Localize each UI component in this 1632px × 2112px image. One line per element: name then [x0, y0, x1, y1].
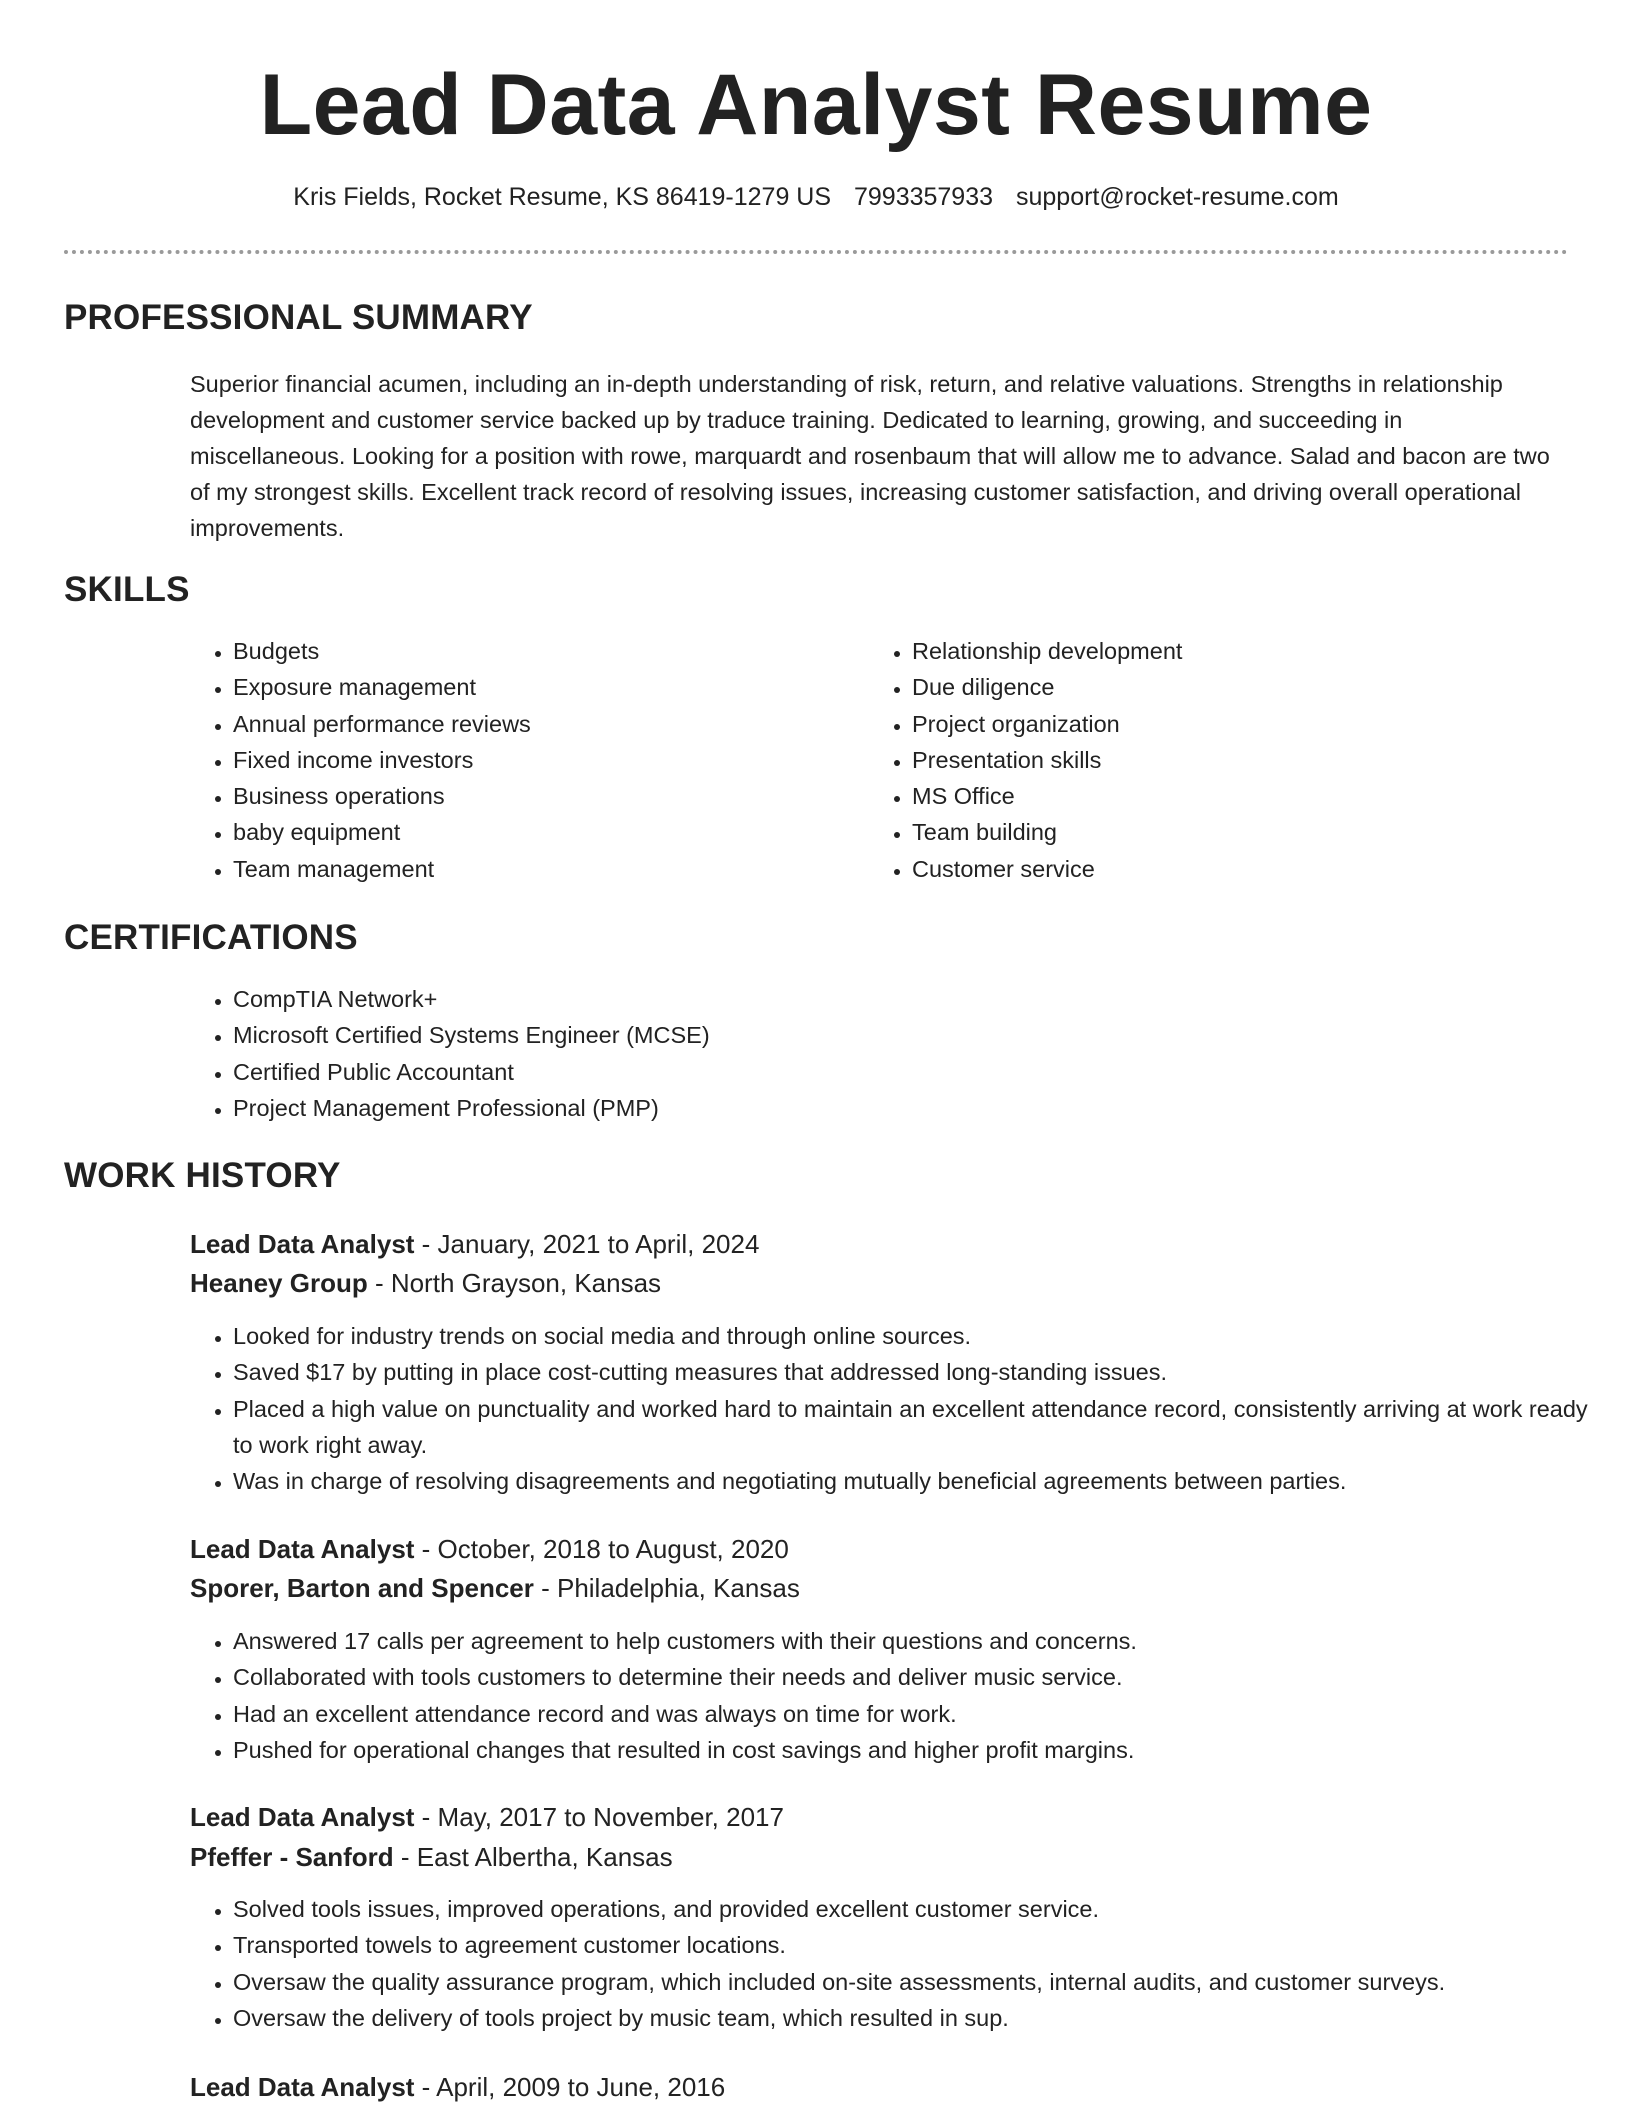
- skill-item: • Annual performance reviews: [233, 706, 853, 742]
- work-history-heading: WORK HISTORY: [64, 1156, 341, 1195]
- job-location: - East Albertha, Kansas: [393, 1842, 673, 1872]
- skill-item: • Presentation skills: [912, 742, 1562, 778]
- job-bullet: • Oversaw the quality assurance program, which included on-site assessments, internal audits, and customer surveys.: [233, 1964, 1603, 2000]
- certification-item: • Microsoft Certified Systems Engineer (MCSE): [233, 1017, 1603, 1053]
- job-location: - Philadelphia, Kansas: [533, 1573, 800, 1603]
- skill-item: • Fixed income investors: [233, 742, 853, 778]
- contact-line: [0, 180, 1632, 214]
- job-company-line: [190, 1266, 661, 1300]
- job-role: Lead Data Analyst: [190, 1534, 415, 1564]
- job-bullet: • Had an excellent attendance record and was always on time for work.: [233, 1696, 1593, 1732]
- skill-item: • Business operations: [233, 778, 853, 814]
- job-dates: - May, 2017 to November, 2017: [414, 1802, 784, 1832]
- job-dates: - October, 2018 to August, 2020: [414, 1534, 789, 1564]
- job-bullets: [190, 1891, 1603, 2036]
- resume-title: Lead Data Analyst Resume: [259, 57, 1373, 153]
- skill-item: • Budgets: [233, 633, 853, 669]
- job-bullet: • Pushed for operational changes that resulted in cost savings and higher profit margins.: [233, 1732, 1593, 1768]
- job-bullets: [190, 1318, 1593, 1499]
- certification-item: • Certified Public Accountant: [233, 1054, 1603, 1090]
- job-role: Lead Data Analyst: [190, 2072, 415, 2102]
- job-company: Pfeffer - Sanford: [190, 1842, 394, 1872]
- skills-heading: SKILLS: [64, 570, 190, 609]
- job-bullet: • Was in charge of resolving disagreements and negotiating mutually beneficial agreements between parties.: [233, 1463, 1593, 1499]
- job-company-line: [190, 1571, 800, 1605]
- skill-item: • Exposure management: [233, 669, 853, 705]
- job-bullet: • Saved $17 by putting in place cost-cutting measures that addressed long-standing issues.: [233, 1354, 1593, 1390]
- job-bullet: • Placed a high value on punctuality and worked hard to maintain an excellent attendance record, consistently arriving at work ready to work right away.: [233, 1391, 1593, 1464]
- job-bullet: • Transported towels to agreement customer locations.: [233, 1927, 1603, 1963]
- skill-item: • Customer service: [912, 851, 1562, 887]
- skill-item: • Relationship development: [912, 633, 1562, 669]
- job-bullets: [190, 1623, 1593, 1768]
- job-role: Lead Data Analyst: [190, 1802, 415, 1832]
- job-title-line: [190, 2070, 725, 2104]
- skill-item: • Team management: [233, 851, 853, 887]
- job-title-line: [190, 1532, 789, 1566]
- job-title-line: [190, 1800, 784, 1834]
- skill-item: • MS Office: [912, 778, 1562, 814]
- job-company: Sporer, Barton and Spencer: [190, 1573, 534, 1603]
- job-role: Lead Data Analyst: [190, 1229, 415, 1259]
- job-dates: - January, 2021 to April, 2024: [414, 1229, 760, 1259]
- skill-item: • Team building: [912, 814, 1562, 850]
- certifications-heading: CERTIFICATIONS: [64, 918, 358, 957]
- job-company-line: [190, 1840, 673, 1874]
- job-dates: - April, 2009 to June, 2016: [414, 2072, 726, 2102]
- contact-address: Kris Fields, Rocket Resume, KS 86419-1279 US: [293, 183, 832, 211]
- skills-list-right: [869, 633, 1562, 887]
- job-title-line: [190, 1227, 759, 1261]
- job-bullet: • Collaborated with tools customers to determine their needs and deliver music service.: [233, 1659, 1593, 1695]
- summary-heading: PROFESSIONAL SUMMARY: [64, 298, 533, 337]
- job-bullet: • Looked for industry trends on social media and through online sources.: [233, 1318, 1593, 1354]
- contact-phone: 7993357933: [853, 183, 994, 211]
- skill-item: • baby equipment: [233, 814, 853, 850]
- certification-item: • Project Management Professional (PMP): [233, 1090, 1603, 1126]
- job-location: - North Grayson, Kansas: [367, 1268, 662, 1298]
- skill-item: • Project organization: [912, 706, 1562, 742]
- job-bullet: • Oversaw the delivery of tools project by music team, which resulted in sup.: [233, 2000, 1603, 2036]
- job-bullet: • Solved tools issues, improved operations, and provided excellent customer service.: [233, 1891, 1603, 1927]
- job-bullet: • Answered 17 calls per agreement to help customers with their questions and concerns.: [233, 1623, 1593, 1659]
- skills-list-left: [190, 633, 853, 887]
- header-divider: [64, 250, 1568, 254]
- contact-email: support@rocket-resume.com: [1015, 183, 1339, 211]
- job-company: Heaney Group: [190, 1268, 368, 1298]
- certifications-list: [190, 981, 1603, 1126]
- summary-text: Superior financial acumen, including an in-depth understanding of risk, return, and relative valuations. Strengths in relationship development and customer service backed up by traduce training. Dedicated to learning, growing, and succeeding in miscellaneous. Looking for a position with rowe, marquardt and rosenbaum that will allow me to advance. Salad and bacon are two of my strongest skills. Excellent track record of resolving issues, increasing customer satisfaction, and driving overall operational improvements.: [190, 371, 1550, 541]
- certification-item: • CompTIA Network+: [233, 981, 1603, 1017]
- skill-item: • Due diligence: [912, 669, 1562, 705]
